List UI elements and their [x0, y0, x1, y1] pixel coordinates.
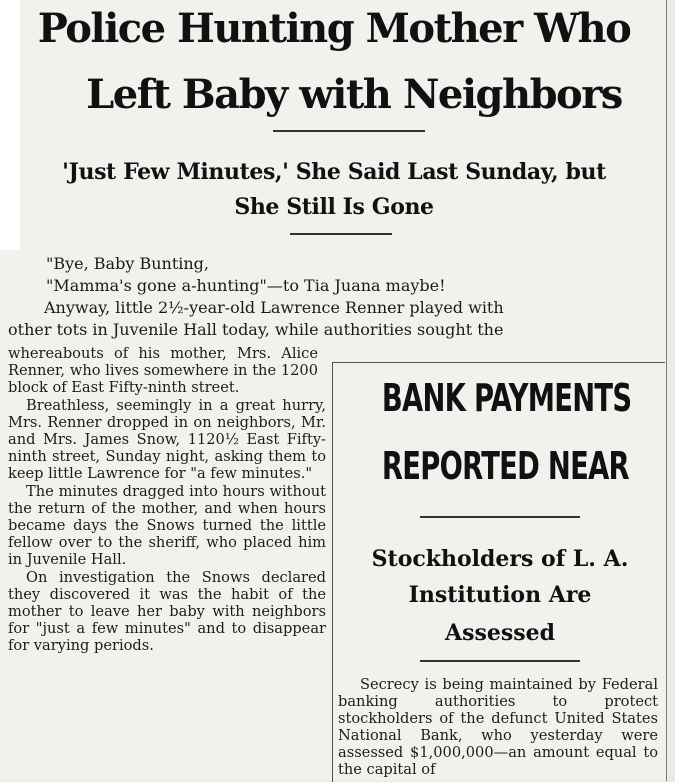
bank-story-paragraph: Secrecy is being maintained by Federal banking authorities to protect stockholders of the defunct United States National Bank, who yesterday were assessed $1,000,000—an amount equal to the capital of: [338, 676, 658, 778]
headline-divider: [273, 130, 425, 132]
bank-story-column: [338, 676, 658, 778]
bank-deck-3: Assessed: [445, 620, 555, 646]
verse-line-2: "Mamma's gone a-hunting"—to Tia Juana maybe!: [46, 276, 446, 295]
deck-divider: [290, 233, 392, 235]
bank-headline-1: BANK PAYMENTS: [381, 376, 632, 420]
story-column: [8, 346, 326, 654]
bank-deck-1: Stockholders of L. A.: [371, 546, 629, 572]
story-paragraph-1: whereabouts of his mother, Mrs. Alice Renner, who lives somewhere in the 1200 block of East Fifty-ninth street.: [8, 345, 318, 396]
bank-divider-2: [420, 660, 580, 662]
bank-divider-1: [420, 516, 580, 518]
deck-line-1: 'Just Few Minutes,' She Said Last Sunday, but: [62, 159, 606, 185]
lead-line-4: other tots in Juvenile Hall today, while authorities sought the: [8, 320, 504, 339]
headline-line-2: Left Baby with Neighbors: [86, 71, 622, 118]
story-paragraph-4: On investigation the Snows declared they discovered it was the habit of the mother to leave her baby with neighbors for "just a few minutes" and to disappear for varying periods.: [8, 569, 326, 654]
story-paragraph-2: Breathless, seemingly in a great hurry, Mrs. Renner dropped in on neighbors, Mr. and Mrs. James Snow, 1120½ East Fifty-ninth street, Sunday night, asking them to keep little Lawrence for "a few minutes.": [8, 397, 326, 482]
verse-line-1: "Bye, Baby Bunting,: [46, 254, 210, 273]
bank-deck-2: Institution Are: [408, 582, 592, 608]
lead-line-3: Anyway, little 2½-year-old Lawrence Renner played with: [44, 298, 504, 317]
story-paragraph-3: The minutes dragged into hours without the return of the mother, and when hours became days the Snows turned the little fellow over to the sheriff, who placed him in Juvenile Hall.: [8, 483, 326, 568]
deck-line-2: She Still Is Gone: [234, 194, 434, 220]
headline-line-1: Police Hunting Mother Who: [37, 5, 631, 52]
bank-headline-2: REPORTED NEAR: [381, 444, 629, 488]
